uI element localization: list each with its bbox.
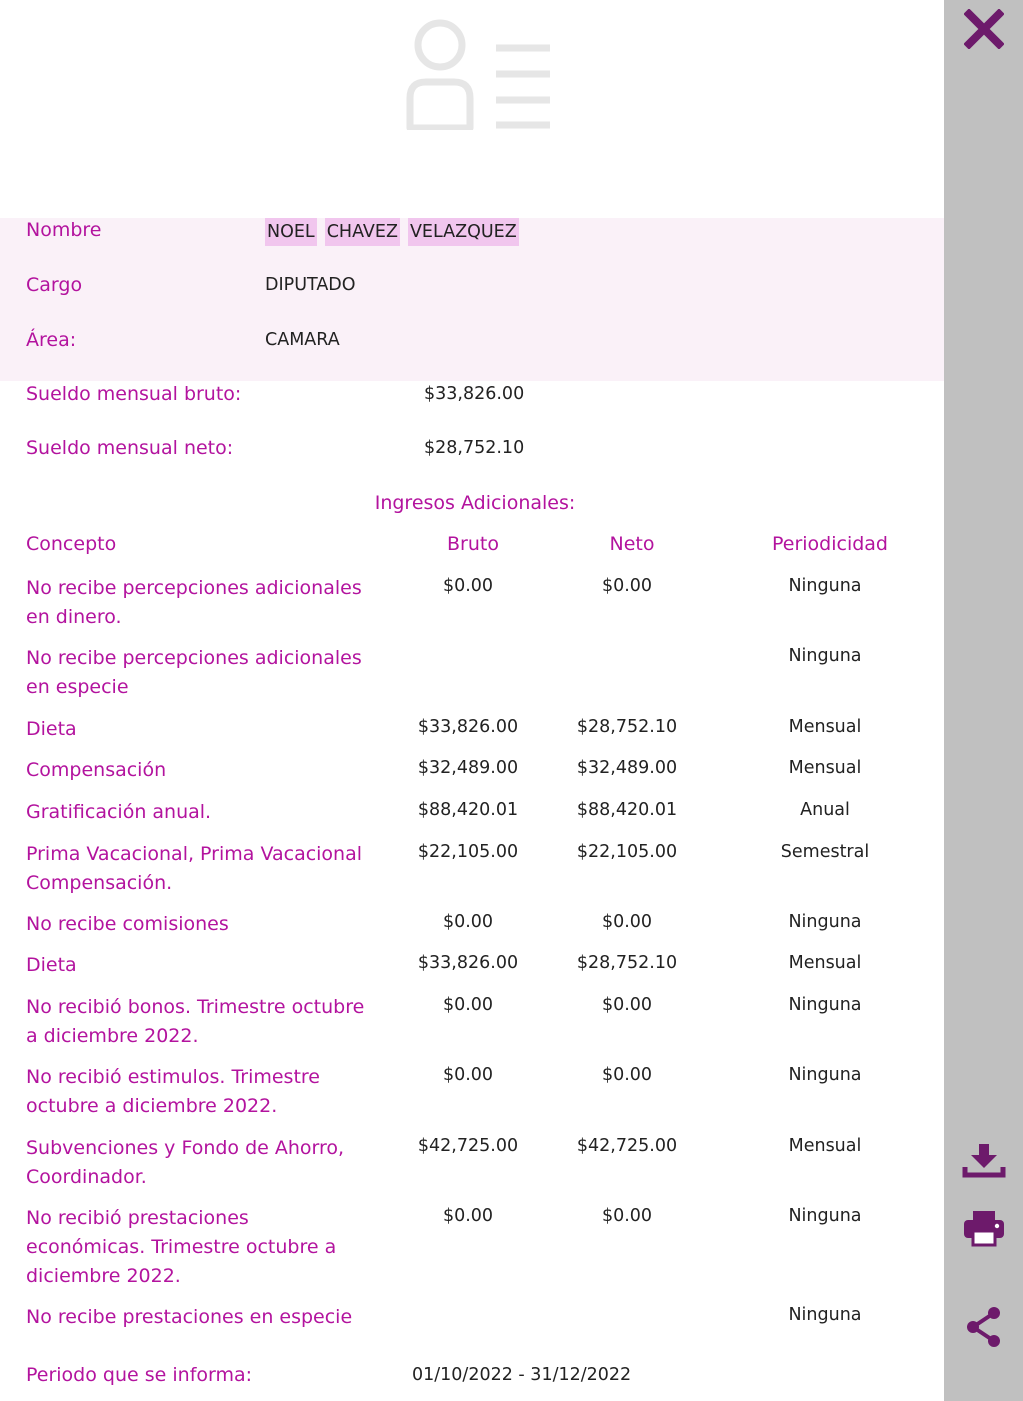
name-first: NOEL — [265, 218, 317, 246]
row-neto: $0.00 — [601, 912, 653, 932]
area-value: CAMARA — [265, 330, 340, 350]
cargo-label: Cargo — [26, 274, 83, 296]
row-concepto: Dieta — [26, 954, 77, 976]
name-label: Nombre — [26, 219, 102, 241]
row-bruto: $0.00 — [442, 912, 494, 932]
column-bruto: Bruto — [447, 533, 499, 555]
print-button[interactable] — [944, 1206, 1023, 1250]
row-periodicidad: Ninguna — [788, 995, 862, 1015]
row-bruto: $0.00 — [442, 1206, 494, 1226]
area-label: Área: — [26, 329, 77, 351]
row-neto: $22,105.00 — [576, 842, 678, 862]
row-periodicidad: Anual — [800, 800, 850, 820]
profile-placeholder-icon — [404, 18, 552, 130]
row-bruto: $22,105.00 — [417, 842, 519, 862]
row-periodicidad: Ninguna — [788, 646, 862, 666]
close-icon — [964, 9, 1004, 49]
share-icon — [964, 1305, 1004, 1349]
row-periodicidad: Ninguna — [788, 912, 862, 932]
row-neto: $42,725.00 — [576, 1136, 678, 1156]
action-sidebar — [944, 0, 1023, 1401]
row-concepto: Prima Vacacional, Prima Vacacional Compensación. — [26, 843, 363, 894]
row-bruto: $33,826.00 — [417, 953, 519, 973]
row-concepto: Subvenciones y Fondo de Ahorro, Coordinador. — [26, 1137, 345, 1188]
row-bruto: $33,826.00 — [417, 717, 519, 737]
download-button[interactable] — [944, 1140, 1023, 1180]
net-salary-value: $28,752.10 — [424, 438, 525, 458]
row-periodicidad: Mensual — [788, 717, 862, 737]
row-neto: $28,752.10 — [576, 953, 678, 973]
row-periodicidad: Semestral — [780, 842, 870, 862]
row-neto: $0.00 — [601, 576, 653, 596]
row-bruto: $0.00 — [442, 995, 494, 1015]
row-periodicidad: Mensual — [788, 1136, 862, 1156]
row-periodicidad: Mensual — [788, 953, 862, 973]
close-button[interactable] — [944, 8, 1023, 50]
net-salary-label: Sueldo mensual neto: — [26, 437, 234, 459]
row-concepto: No recibió estimulos. Trimestre octubre a diciembre 2022. — [26, 1066, 320, 1117]
row-concepto: No recibió bonos. Trimestre octubre a diciembre 2022. — [26, 996, 365, 1047]
row-concepto: Compensación — [26, 759, 167, 781]
share-button[interactable] — [944, 1304, 1023, 1350]
row-concepto: No recibe prestaciones en especie — [26, 1306, 353, 1328]
row-neto: $0.00 — [601, 995, 653, 1015]
name-maternal: VELAZQUEZ — [408, 218, 519, 246]
row-periodicidad: Mensual — [788, 758, 862, 778]
period-label: Periodo que se informa: — [26, 1364, 253, 1386]
row-periodicidad: Ninguna — [788, 1305, 862, 1325]
row-periodicidad: Ninguna — [788, 576, 862, 596]
row-concepto: Dieta — [26, 718, 77, 740]
row-neto: $0.00 — [601, 1065, 653, 1085]
column-periodicidad: Periodicidad — [771, 533, 888, 555]
row-concepto: No recibió prestaciones económicas. Trimestre octubre a diciembre 2022. — [26, 1207, 337, 1287]
row-bruto: $42,725.00 — [417, 1136, 519, 1156]
cargo-value: DIPUTADO — [265, 275, 356, 295]
gross-salary-label: Sueldo mensual bruto: — [26, 383, 242, 405]
row-periodicidad: Ninguna — [788, 1065, 862, 1085]
row-bruto: $88,420.01 — [417, 800, 519, 820]
name-paternal: CHAVEZ — [325, 218, 400, 246]
row-periodicidad: Ninguna — [788, 1206, 862, 1226]
print-icon — [962, 1208, 1006, 1248]
row-bruto: $32,489.00 — [417, 758, 519, 778]
row-concepto: No recibe percepciones adicionales en dinero. — [26, 577, 362, 628]
name-value — [265, 218, 519, 246]
row-neto: $88,420.01 — [576, 800, 678, 820]
column-neto: Neto — [609, 533, 655, 555]
row-neto: $0.00 — [601, 1206, 653, 1226]
row-neto: $32,489.00 — [576, 758, 678, 778]
gross-salary-value: $33,826.00 — [424, 384, 525, 404]
row-concepto: Gratificación anual. — [26, 801, 212, 823]
row-bruto: $0.00 — [442, 576, 494, 596]
row-concepto: No recibe comisiones — [26, 913, 229, 935]
additional-income-title: Ingresos Adicionales: — [374, 492, 576, 514]
column-concepto: Concepto — [26, 533, 117, 555]
download-icon — [962, 1142, 1006, 1178]
period-value: 01/10/2022 - 31/12/2022 — [412, 1365, 632, 1385]
row-concepto: No recibe percepciones adicionales en especie — [26, 647, 362, 698]
row-bruto: $0.00 — [442, 1065, 494, 1085]
row-neto: $28,752.10 — [576, 717, 678, 737]
